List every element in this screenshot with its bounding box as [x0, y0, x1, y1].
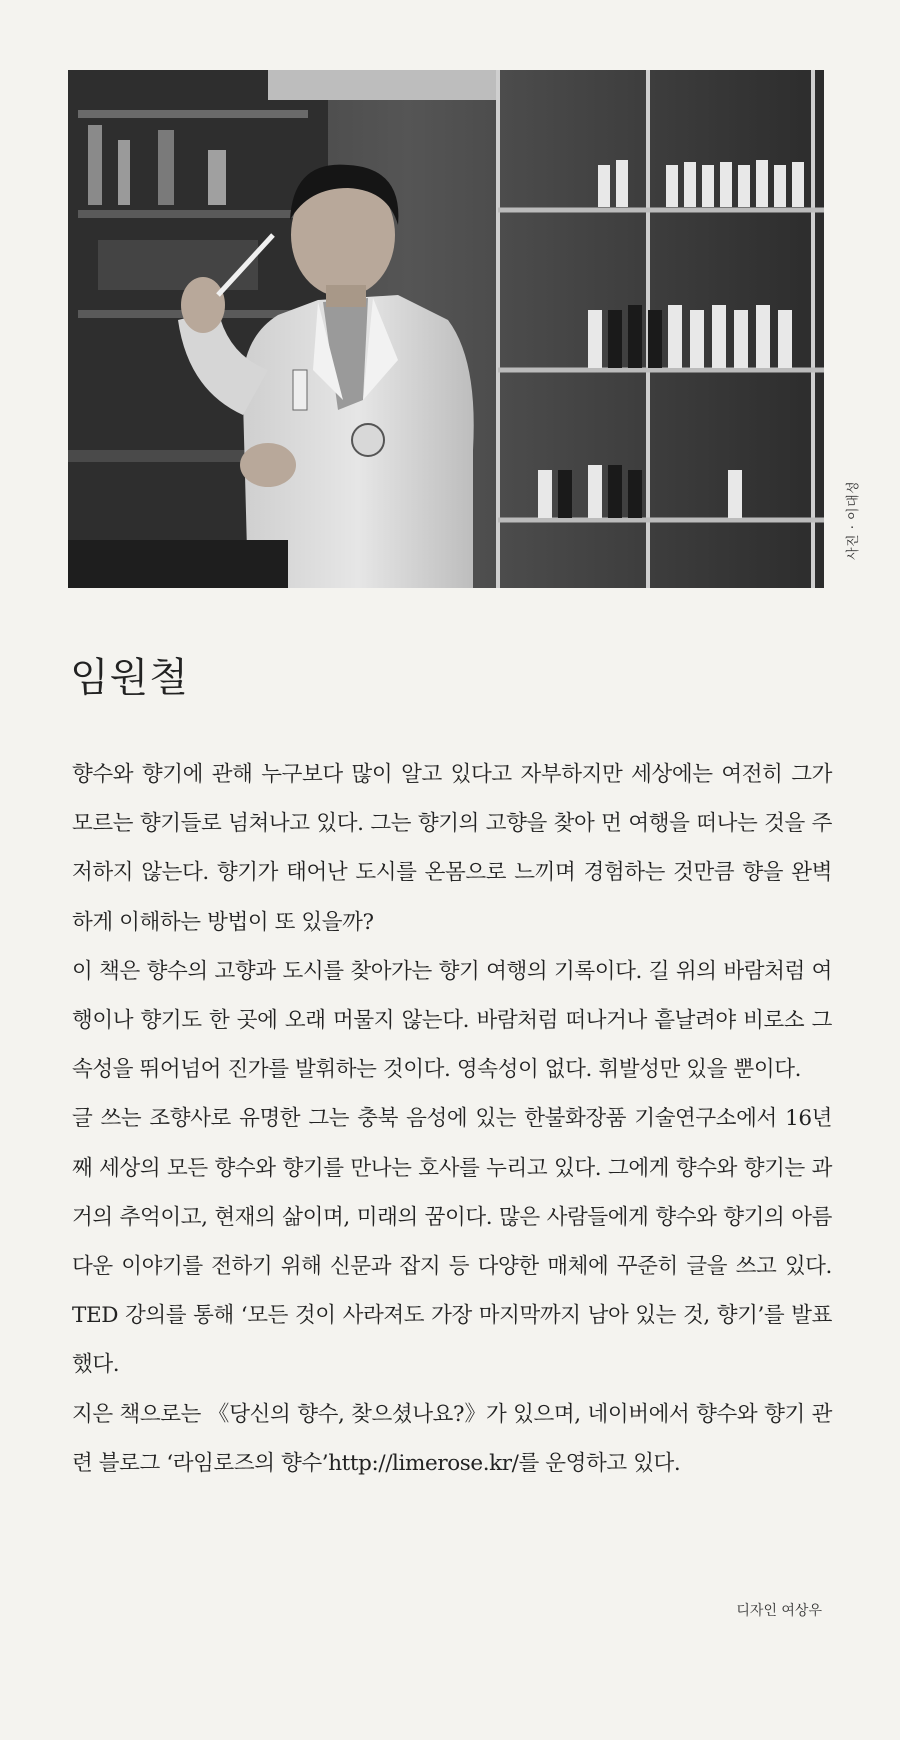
author-bio [72, 750, 832, 1488]
author-name: 임원철 [70, 655, 189, 701]
perfumer-lab-photo-icon [68, 70, 824, 588]
bio-paragraph: 향수와 향기에 관해 누구보다 많이 알고 있다고 자부하지만 세상에는 여전히 그가 모르는 향기들로 넘쳐나고 있다. 그는 향기의 고향을 찾아 먼 여행을 떠나는 것을 주저하지 않는다. 향기가 태어난 도시를 온몸으로 느끼며 경험하는 것만큼 향을 완벽하게 이해하는 방법이 또 있을까? [72, 762, 832, 935]
photo-credit: 사진 · 이대성 [846, 480, 861, 560]
bio-paragraph: 이 책은 향수의 고향과 도시를 찾아가는 향기 여행의 기록이다. 길 위의 바람처럼 여행이나 향기도 한 곳에 오래 머물지 않는다. 바람처럼 떠나거나 흩날려야 비로소 그 속성을 뛰어넘어 진가를 발휘하는 것이다. 영속성이 없다. 휘발성만 있을 뿐이다. [72, 958, 832, 1083]
designer-credit: 디자인 여상우 [736, 1603, 822, 1619]
bio-paragraph: 지은 책으로는 《당신의 향수, 찾으셨나요?》가 있으며, 네이버에서 향수와 향기 관련 블로그 ‘라임로즈의 향수’http://limerose.kr/를 운영하고 있다. [72, 1401, 832, 1476]
bio-paragraph: 글 쓰는 조향사로 유명한 그는 충북 음성에 있는 한불화장품 기술연구소에서 16년째 세상의 모든 향수와 향기를 만나는 호사를 누리고 있다. 그에게 향수와 향기는 과거의 추억이고, 현재의 삶이며, 미래의 꿈이다. 많은 사람들에게 향수와 향기의 아름다운 이야기를 전하기 위해 신문과 잡지 등 다양한 매체에 꾸준히 글을 쓰고 있다. TED 강의를 통해 ‘모든 것이 사라져도 가장 마지막까지 남아 있는 것, 향기’를 발표했다. [72, 1106, 832, 1378]
author-photo [68, 70, 824, 588]
